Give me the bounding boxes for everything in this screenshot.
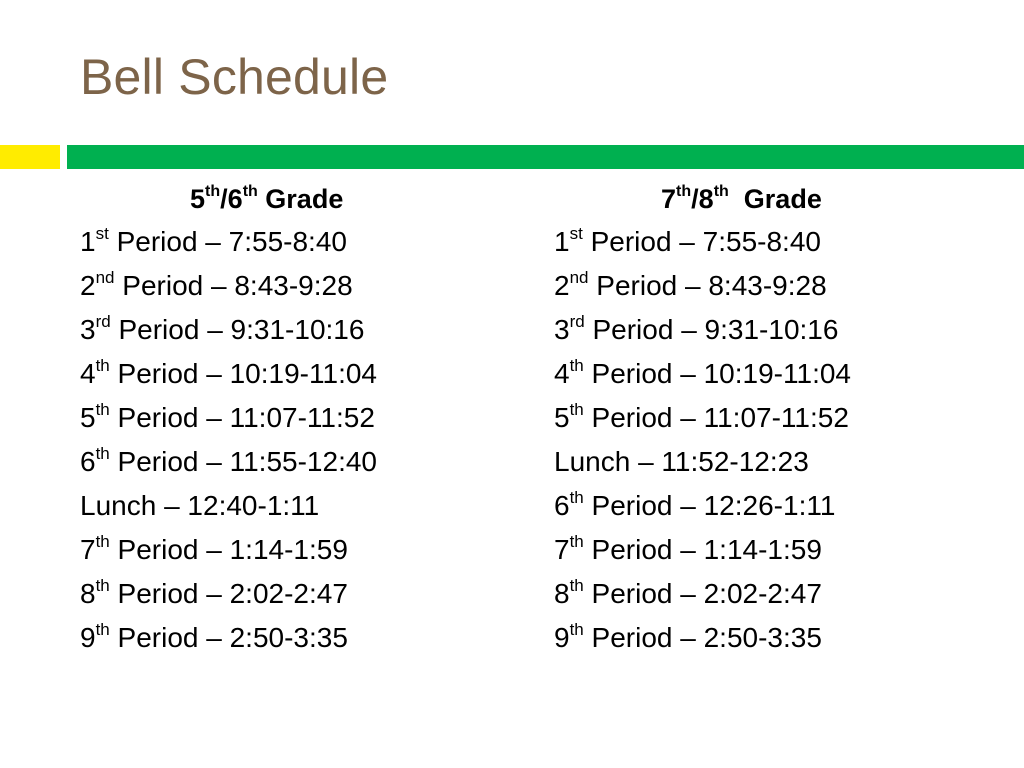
schedule-row bbox=[80, 220, 520, 264]
column-heading-text bbox=[190, 180, 343, 218]
period-ordinal-suffix: th bbox=[95, 355, 110, 375]
schedule-row bbox=[554, 220, 994, 264]
schedule-row bbox=[554, 352, 994, 396]
schedule-row bbox=[80, 264, 520, 308]
period-ordinal-suffix: rd bbox=[569, 311, 585, 331]
period-number: 2 bbox=[80, 270, 96, 301]
schedule-column-5th-6th-grade bbox=[80, 180, 520, 660]
period-time: Period – 7:55-8:40 bbox=[582, 226, 821, 257]
period-time: Period – 8:43-9:28 bbox=[114, 270, 353, 301]
heading-grade-number: 5 bbox=[190, 184, 206, 214]
period-ordinal-suffix: th bbox=[95, 619, 110, 639]
period-time: Period – 2:02-2:47 bbox=[583, 578, 822, 609]
period-time: Period – 2:50-3:35 bbox=[583, 622, 822, 653]
period-ordinal-suffix: th bbox=[95, 443, 110, 463]
heading-grade-label: Grade bbox=[257, 184, 344, 214]
slide-title: Bell Schedule bbox=[80, 49, 389, 105]
period-ordinal-suffix: st bbox=[569, 223, 583, 243]
period-ordinal-suffix: rd bbox=[95, 311, 111, 331]
schedule-row-lunch bbox=[80, 484, 520, 528]
period-number: 5 bbox=[554, 402, 570, 433]
period-time: Period – 2:50-3:35 bbox=[109, 622, 348, 653]
period-ordinal-suffix: st bbox=[95, 223, 109, 243]
period-time: Period – 10:19-11:04 bbox=[583, 358, 851, 389]
heading-grade-number: 6 bbox=[227, 184, 243, 214]
period-time: Period – 2:02-2:47 bbox=[109, 578, 348, 609]
schedule-row bbox=[554, 528, 994, 572]
period-ordinal-suffix: th bbox=[569, 619, 584, 639]
period-number: 3 bbox=[80, 314, 96, 345]
period-ordinal-suffix: th bbox=[95, 531, 110, 551]
schedule-row bbox=[554, 572, 994, 616]
period-time: Period – 11:07-11:52 bbox=[583, 402, 849, 433]
heading-grade-label: Grade bbox=[728, 184, 822, 214]
column-heading bbox=[80, 180, 520, 220]
schedule-rows bbox=[554, 220, 994, 660]
period-number: 6 bbox=[554, 490, 570, 521]
period-time: Period – 1:14-1:59 bbox=[583, 534, 822, 565]
schedule-row bbox=[80, 308, 520, 352]
period-time: Period – 7:55-8:40 bbox=[108, 226, 347, 257]
period-number: 6 bbox=[80, 446, 96, 477]
schedule-row bbox=[554, 484, 994, 528]
period-number: 8 bbox=[80, 578, 96, 609]
period-number: 7 bbox=[554, 534, 570, 565]
period-number: 9 bbox=[80, 622, 96, 653]
schedule-row bbox=[554, 308, 994, 352]
schedule-rows bbox=[80, 220, 520, 660]
period-time: Period – 9:31-10:16 bbox=[584, 314, 839, 345]
lunch-time: Lunch – 12:40-1:11 bbox=[80, 490, 320, 521]
period-number: 8 bbox=[554, 578, 570, 609]
schedule-column-7th-8th-grade bbox=[554, 180, 994, 660]
period-number: 1 bbox=[554, 226, 570, 257]
column-heading-text bbox=[661, 180, 822, 218]
period-ordinal-suffix: th bbox=[569, 531, 584, 551]
period-number: 7 bbox=[80, 534, 96, 565]
schedule-row bbox=[80, 440, 520, 484]
period-time: Period – 10:19-11:04 bbox=[109, 358, 377, 389]
schedule-row bbox=[554, 396, 994, 440]
period-number: 3 bbox=[554, 314, 570, 345]
lunch-time: Lunch – 11:52-12:23 bbox=[554, 446, 809, 477]
heading-grade-suffix: th bbox=[242, 183, 258, 200]
heading-grade-suffix: th bbox=[713, 183, 729, 200]
accent-bar-green bbox=[67, 145, 1024, 169]
period-time: Period – 12:26-1:11 bbox=[583, 490, 836, 521]
schedule-row bbox=[80, 352, 520, 396]
period-time: Period – 9:31-10:16 bbox=[110, 314, 365, 345]
period-time: Period – 1:14-1:59 bbox=[109, 534, 348, 565]
heading-grade-number: 7 bbox=[661, 184, 677, 214]
heading-grade-number: 8 bbox=[698, 184, 714, 214]
period-ordinal-suffix: nd bbox=[569, 267, 589, 287]
schedule-row bbox=[554, 264, 994, 308]
column-heading bbox=[554, 180, 994, 220]
period-ordinal-suffix: th bbox=[569, 355, 584, 375]
schedule-row-lunch bbox=[554, 440, 994, 484]
period-ordinal-suffix: th bbox=[95, 575, 110, 595]
period-number: 2 bbox=[554, 270, 570, 301]
period-number: 4 bbox=[554, 358, 570, 389]
period-ordinal-suffix: th bbox=[569, 575, 584, 595]
period-number: 1 bbox=[80, 226, 96, 257]
period-ordinal-suffix: th bbox=[569, 399, 584, 419]
period-time: Period – 8:43-9:28 bbox=[588, 270, 827, 301]
period-number: 4 bbox=[80, 358, 96, 389]
schedule-row bbox=[80, 528, 520, 572]
schedule-row bbox=[80, 396, 520, 440]
period-number: 9 bbox=[554, 622, 570, 653]
period-time: Period – 11:07-11:52 bbox=[109, 402, 375, 433]
period-time: Period – 11:55-12:40 bbox=[109, 446, 377, 477]
period-ordinal-suffix: nd bbox=[95, 267, 115, 287]
heading-slash: / bbox=[220, 184, 228, 214]
period-ordinal-suffix: th bbox=[95, 399, 110, 419]
schedule-row bbox=[80, 572, 520, 616]
schedule-row bbox=[80, 616, 520, 660]
period-number: 5 bbox=[80, 402, 96, 433]
heading-grade-suffix: th bbox=[676, 183, 692, 200]
accent-bar-yellow bbox=[0, 145, 60, 169]
schedule-row bbox=[554, 616, 994, 660]
period-ordinal-suffix: th bbox=[569, 487, 584, 507]
heading-grade-suffix: th bbox=[205, 183, 221, 200]
heading-slash: / bbox=[691, 184, 699, 214]
